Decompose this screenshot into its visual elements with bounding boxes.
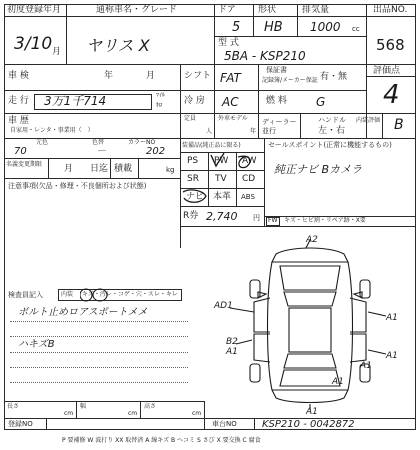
width-label: 幅 <box>80 403 87 410</box>
equip-navi: ナビ <box>186 192 205 202</box>
door-label: ドア <box>218 5 236 15</box>
inspector-interior-label: 内装 <box>61 291 74 298</box>
score-label: 評価点 <box>373 66 401 76</box>
warranty-sub: 記録簿/メーカー保証 <box>262 77 318 84</box>
color-no-label: カラーNO <box>128 139 156 146</box>
footer-legend: P 要補修 W 波打り XX 取替済 A 線キズ B ヘコミ S さび X 要交換 C 腐食 <box>62 437 261 444</box>
fuel-value: G <box>316 95 326 109</box>
mileage-label: 走 行 <box>8 96 29 106</box>
equip-tv: TV <box>215 174 227 184</box>
sales-points-title: セールスポイント(正常に機能するもの) <box>268 141 392 149</box>
equip-ps: PS <box>187 156 199 166</box>
first-reg-month-unit: 月 <box>52 47 62 57</box>
chassis-label: 車台NO <box>212 420 237 428</box>
inspector-line-2: ハキズB <box>18 339 55 350</box>
shape-label: 形状 <box>258 5 277 15</box>
mark-a1-left: A1 <box>226 347 238 357</box>
height-label: 高さ <box>144 403 157 410</box>
name-change-label: 名義変更期限 <box>6 161 43 168</box>
shift-label: シフト <box>184 71 212 81</box>
mark-a1-bottom: A1 <box>306 407 318 417</box>
equip-cd: CD <box>242 174 256 184</box>
mark-a2: A2 <box>306 235 318 245</box>
capacity-unit: 人 <box>206 128 213 135</box>
equipment-check-marks <box>180 152 264 206</box>
shift-value: FAT <box>220 71 241 85</box>
name-change-month: 月 <box>64 164 74 174</box>
shape-value: HB <box>264 20 283 35</box>
width-unit: cm <box>128 410 138 417</box>
rtax-value: 2,740 <box>206 210 238 223</box>
interior-value: B <box>394 117 404 133</box>
car-damage-diagram <box>210 232 416 418</box>
interior-label: 内装評価 <box>356 117 381 124</box>
displacement-label: 排気量 <box>302 5 330 15</box>
equipment-title: 装備品(純正品に限る) <box>182 142 241 149</box>
equip-aw: AW <box>242 156 257 166</box>
handle-options: 左・右 <box>318 126 346 136</box>
lot-label: 出品NO. <box>373 5 408 15</box>
notes-label: 注意事項(欠品・修理・不良個所および状態) <box>8 182 147 190</box>
chassis-value: KSP210 - 0042872 <box>262 419 355 430</box>
warranty-options: 有・無 <box>320 72 348 82</box>
height-unit: cm <box>192 410 202 417</box>
sales-points-value: 純正ナビ Bカメラ <box>274 163 363 176</box>
history-label: 車 歴 <box>8 116 29 126</box>
mark-a1-rear: A1 <box>332 377 344 387</box>
shaken-month-label: 月 <box>146 71 156 81</box>
mark-b2: B2 <box>226 337 238 347</box>
fuel-label: 燃 料 <box>266 96 287 106</box>
mileage-unit-km: ｷﾛ <box>156 102 163 109</box>
dealer-label: ディーラー並行 <box>262 118 297 135</box>
displacement-unit: cc <box>352 25 360 33</box>
first-reg-value: 3/10 <box>14 34 53 54</box>
mark-a1-mid: A1 <box>360 361 372 371</box>
inspector-circles <box>80 287 120 303</box>
car-name-label: 通称車名・グレード <box>96 5 178 15</box>
inspector-options: キズ・汚レ・コゲ・穴・スレ・キレ <box>82 291 178 298</box>
load-unit: kg <box>166 166 175 174</box>
handle-label: ハンドル <box>318 116 346 124</box>
mark-a1-right-2: A1 <box>386 351 398 361</box>
inspector-label: 検査員記入 <box>8 291 43 299</box>
ext-model-label: 外車モデル <box>218 115 248 122</box>
legend-fw-label: FW <box>268 217 278 224</box>
lot-number: 568 <box>376 36 405 54</box>
shaken-year-label: 年 <box>104 71 114 81</box>
orig-color-label: 元色 <box>36 139 49 146</box>
car-name-value: ヤリス X <box>86 36 150 55</box>
name-change-day: 日迄 <box>90 164 109 174</box>
first-reg-label: 初度登録年月 <box>7 5 62 15</box>
ac-value: AC <box>222 95 239 109</box>
color-change-label: 色替 <box>92 139 105 146</box>
rtax-unit: 円 <box>253 214 260 222</box>
warranty-label: 保証書 <box>266 66 287 74</box>
equip-sr: SR <box>187 174 199 184</box>
score-value: 4 <box>383 80 400 110</box>
rtax-label: R券 <box>183 211 199 221</box>
reg-no-label: 登録NO <box>8 420 33 428</box>
orig-color-value: 70 <box>14 146 27 157</box>
length-unit: cm <box>64 410 74 417</box>
ac-label: 冷 房 <box>184 96 205 106</box>
door-value: 5 <box>232 20 241 35</box>
model-label: 型 式 <box>218 38 239 48</box>
equip-abs: ABS <box>241 193 255 201</box>
color-no-value: 202 <box>146 146 166 157</box>
legend-fw-text: キズ・ヒビ割・リペア跡・X要 <box>284 217 366 224</box>
load-label: 積載 <box>114 164 133 174</box>
mark-ad1: AD1 <box>214 301 233 311</box>
inspector-line-1: ボルト止めロアスポートメメ <box>18 307 148 318</box>
mark-a1-right: A1 <box>386 313 398 323</box>
displacement-value: 1000 <box>310 20 341 34</box>
equip-leather: 本革 <box>213 192 232 202</box>
equip-pw: PW <box>214 156 229 166</box>
capacity-label: 定員 <box>184 115 197 122</box>
mileage-unit-mile: ﾏｲﾙ <box>156 92 166 99</box>
length-label: 長さ <box>7 403 20 410</box>
color-change-value: － <box>96 146 106 157</box>
mileage-value: 3万1千714 <box>44 94 107 108</box>
model-value: 5BA - KSP210 <box>224 49 306 63</box>
ext-model-unit: 年 <box>250 128 257 135</box>
shaken-label: 車 検 <box>8 71 29 81</box>
history-sub: 自家用・レンタ・事業用（ ） <box>10 127 94 134</box>
